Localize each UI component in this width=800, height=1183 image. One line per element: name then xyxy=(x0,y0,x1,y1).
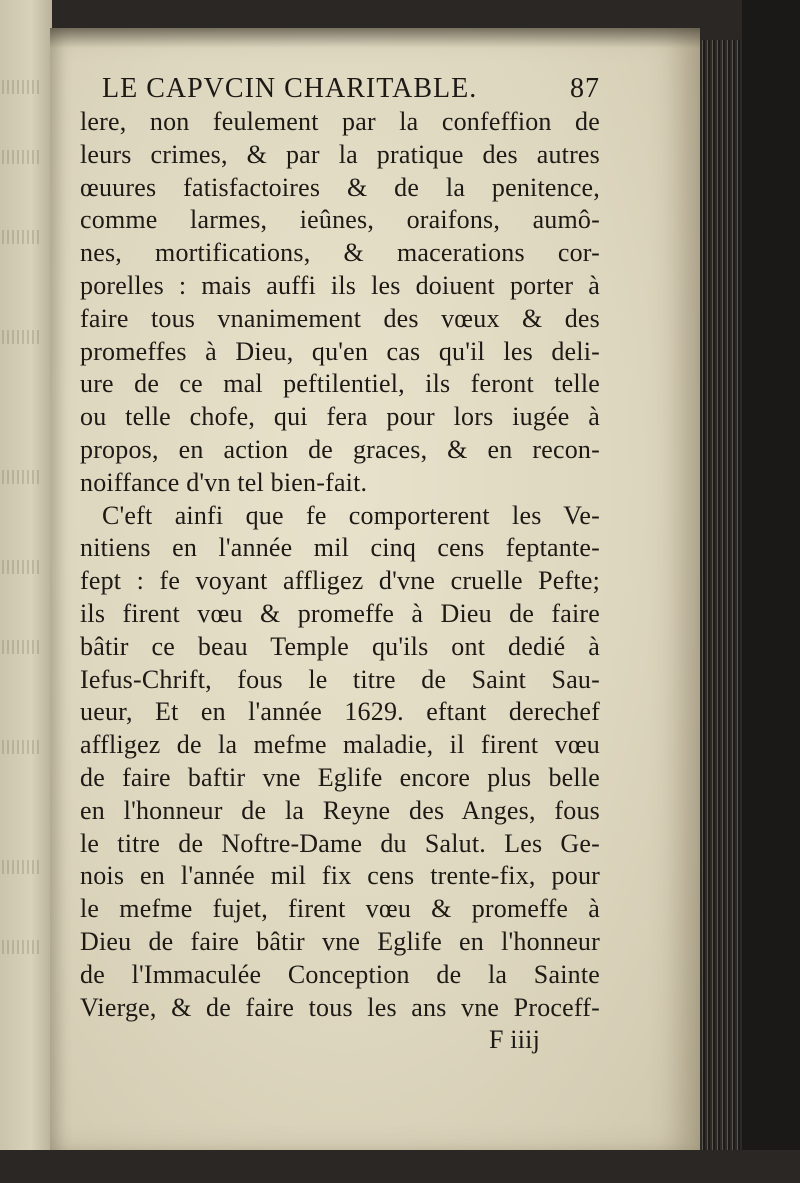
text-line: promeffes à Dieu, qu'en cas qu'il les deli- xyxy=(80,336,600,366)
background-dark xyxy=(742,0,800,1183)
text-line: nois en l'année mil fix cens trente-fix, pour xyxy=(80,861,600,891)
ink-bleed xyxy=(2,940,42,954)
background-bottom xyxy=(0,1150,800,1183)
text-line: le titre de Noftre-Dame du Salut. Les Ge- xyxy=(80,828,600,858)
text-line: bâtir ce beau Temple qu'ils ont dedié à xyxy=(80,631,600,661)
text-line: propos, en action de graces, & en recon- xyxy=(80,434,600,464)
text-line: ou telle chofe, qui fera pour lors iugée à xyxy=(80,402,600,432)
running-head xyxy=(102,72,600,106)
text-line: affligez de la mefme maladie, il firent vœu xyxy=(80,730,600,760)
text-line: comme larmes, ieûnes, oraifons, aumô- xyxy=(80,205,600,235)
text-line: ueur, Et en l'année 1629. eftant derechef xyxy=(80,697,600,727)
ink-bleed xyxy=(2,230,42,244)
ink-bleed xyxy=(2,80,42,94)
text-line: Vierge, & de faire tous les ans vne Proceff- xyxy=(80,992,600,1022)
text-line: Iefus-Chrift, fous le titre de Saint Sau- xyxy=(80,664,600,694)
ink-bleed xyxy=(2,470,42,484)
signature-mark: F iiij xyxy=(488,1025,540,1055)
text-line: noiffance d'vn tel bien-fait. xyxy=(80,467,368,497)
text-line: C'eft ainfi que fe comporterent les Ve- xyxy=(102,500,600,530)
text-line: fept : fe voyant affligez d'vne cruelle Pefte; xyxy=(80,566,600,596)
ink-bleed xyxy=(2,860,42,874)
text-line: porelles : mais auffi ils les doiuent porter à xyxy=(80,270,600,300)
text-line: Dieu de faire bâtir vne Eglife en l'honneur xyxy=(80,926,600,956)
text-line: ils firent vœu & promeffe à Dieu de faire xyxy=(80,598,600,628)
text-line: de faire baftir vne Eglife encore plus belle xyxy=(80,762,600,792)
ink-bleed xyxy=(2,640,42,654)
page-edges xyxy=(700,40,742,1160)
text-line: en l'honneur de la Reyne des Anges, fous xyxy=(80,795,600,825)
text-line: faire tous vnanimement des vœux & des xyxy=(80,303,600,333)
page-text xyxy=(80,72,600,1057)
text-line: lere, non feulement par la confeffion de xyxy=(80,107,600,136)
page-shadow xyxy=(50,28,700,48)
ink-bleed xyxy=(2,150,42,164)
page-number: 87 xyxy=(570,73,600,104)
text-line: leurs crimes, & par la pratique des autres xyxy=(80,139,600,169)
text-line: nitiens en l'année mil cinq cens feptante- xyxy=(80,533,600,563)
running-head-title: LE CAPVCIN CHARITABLE. xyxy=(102,73,478,104)
text-line: œuures fatisfactoires & de la penitence, xyxy=(80,172,600,202)
text-line: nes, mortifications, & macerations cor- xyxy=(80,238,600,268)
previous-page-edge xyxy=(0,0,52,1183)
text-line: ure de ce mal peftilentiel, ils feront telle xyxy=(80,369,600,399)
ink-bleed xyxy=(2,740,42,754)
text-line: de l'Immaculée Conception de la Sainte xyxy=(80,959,600,989)
ink-bleed xyxy=(2,560,42,574)
ink-bleed xyxy=(2,330,42,344)
text-line: le mefme fujet, firent vœu & promeffe à xyxy=(80,894,600,924)
